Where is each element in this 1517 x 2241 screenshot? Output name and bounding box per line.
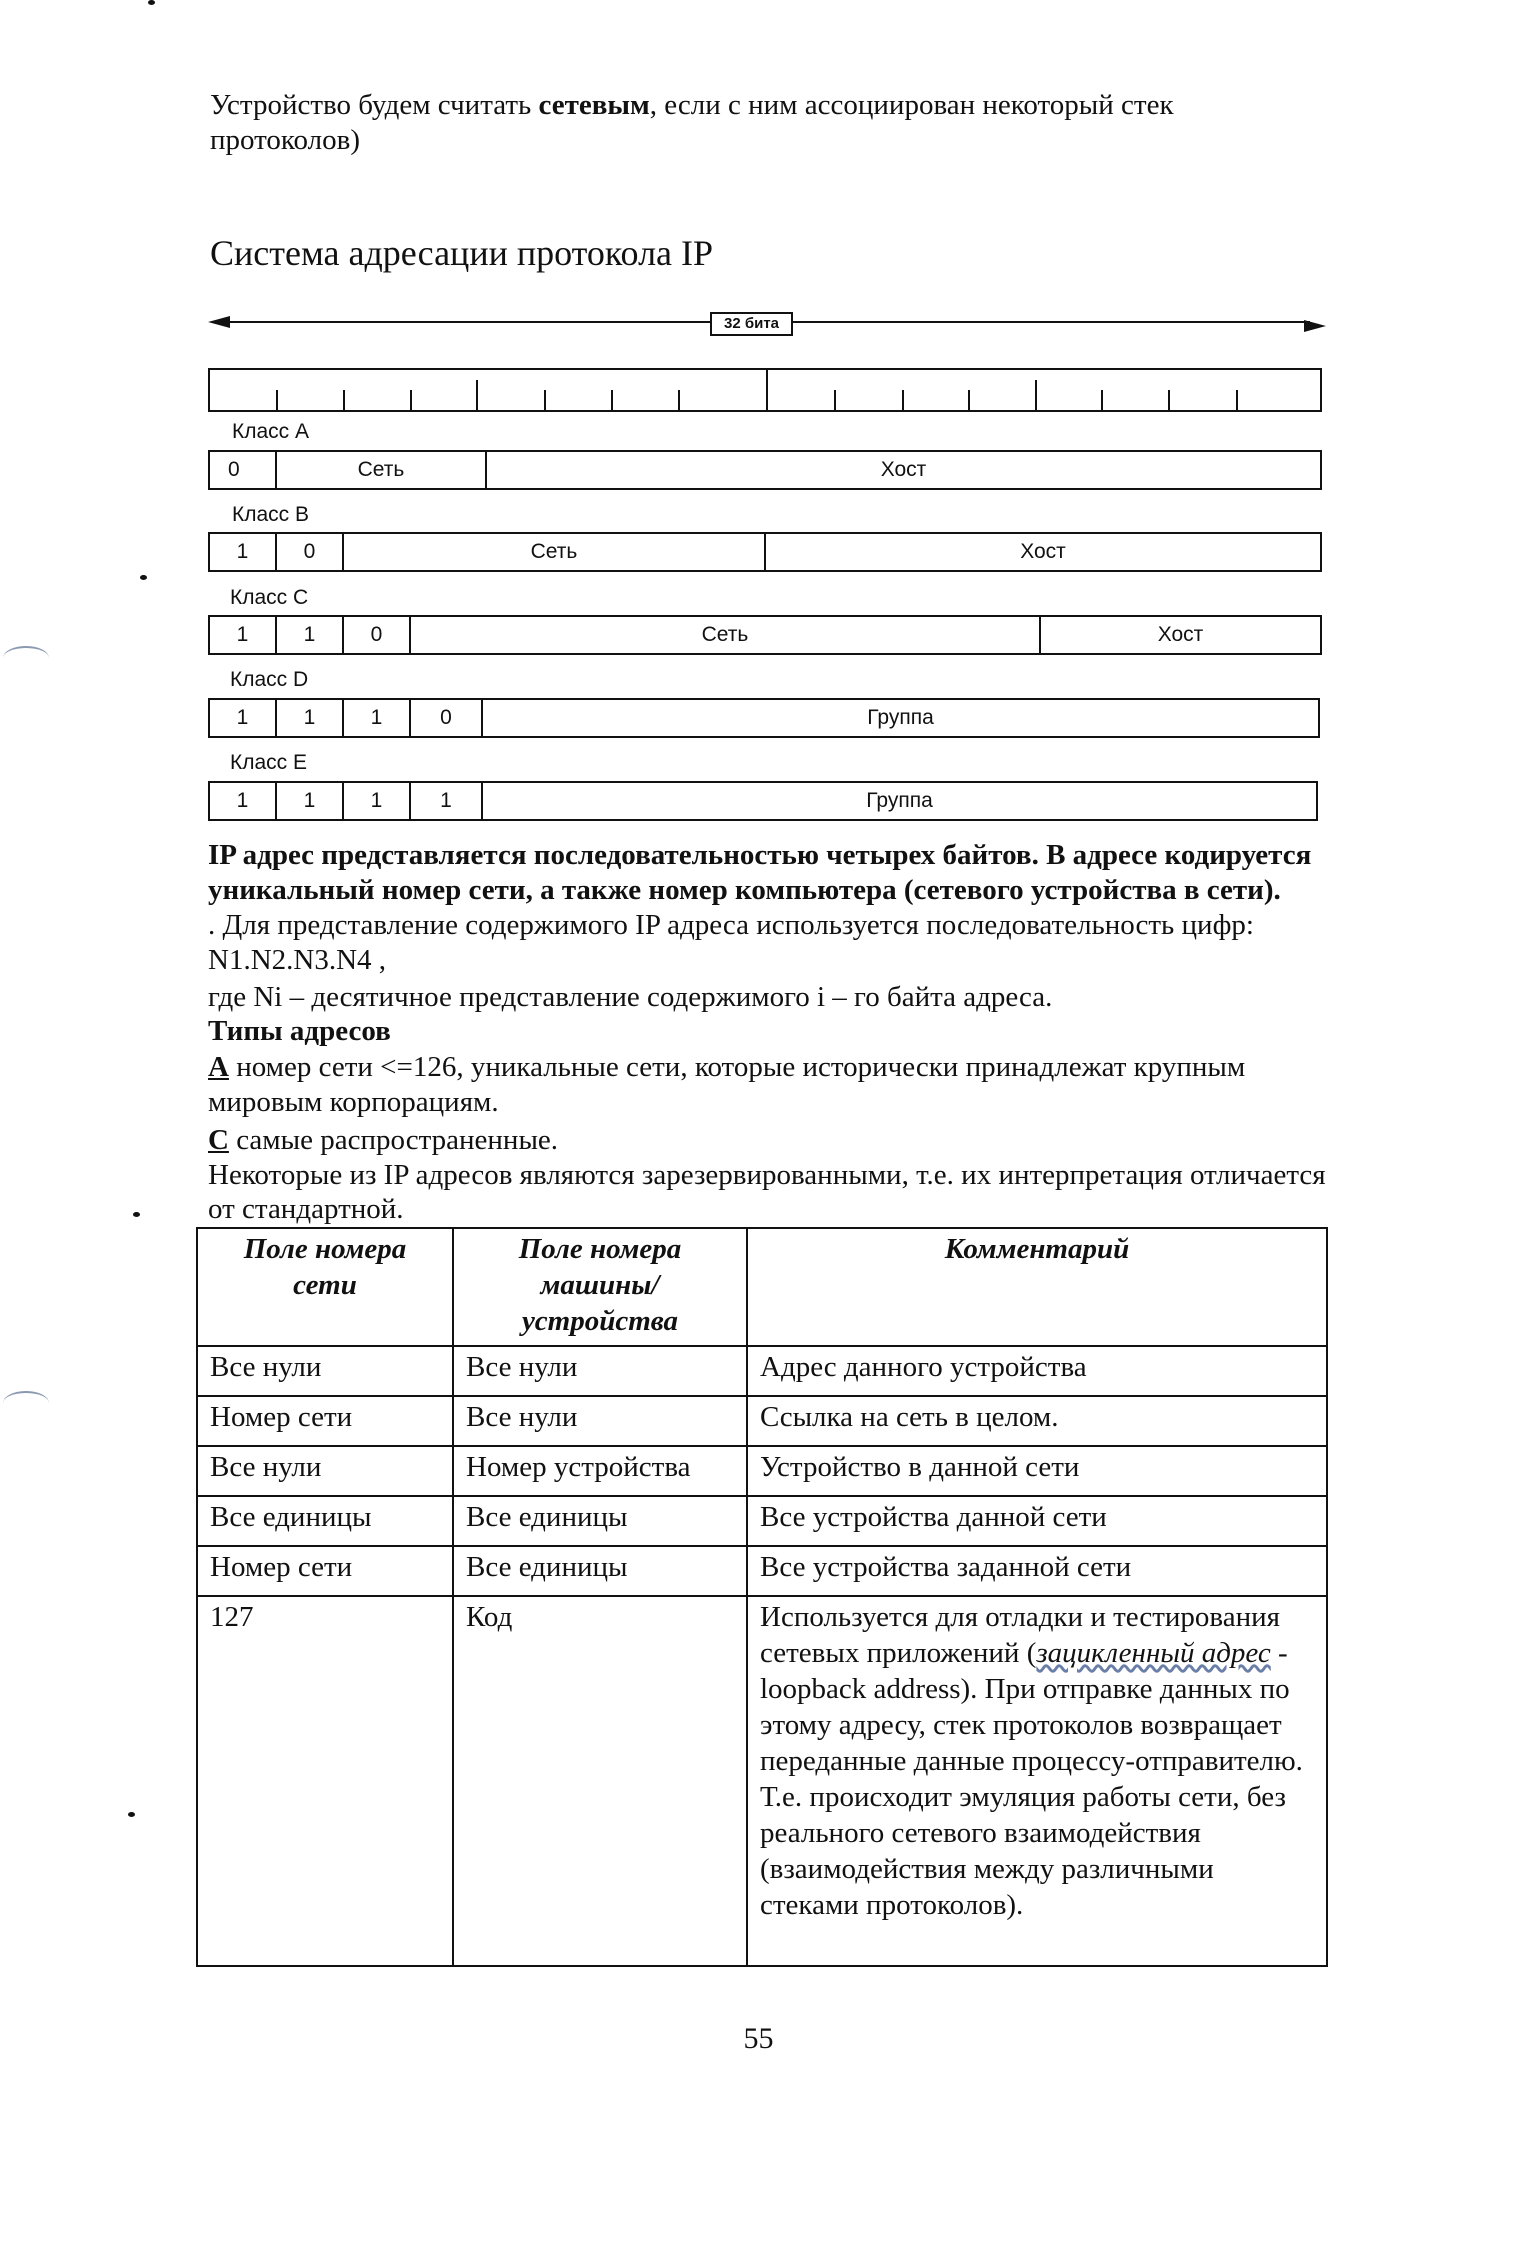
bit-cell: 1	[344, 783, 411, 819]
scan-mark	[133, 1212, 140, 1217]
bit-cell: 1	[277, 700, 344, 736]
bit-cell: 0	[210, 452, 277, 488]
class-d-row	[208, 698, 1320, 738]
section-title: Система адресации протокола IP	[210, 233, 714, 273]
ip-definition-line-1: IP адрес представляется последовательностью четырех байтов. В адресе кодируется	[208, 839, 1312, 871]
types-heading: Типы адресов	[208, 1015, 391, 1047]
ruler-tick	[476, 380, 478, 410]
ruler-tick	[343, 390, 345, 410]
network-field: Сеть	[411, 617, 1041, 653]
notation-format: N1.N2.N3.N4 ,	[208, 944, 387, 976]
table-row: Все единицы Все единицы Все устройства данной сети	[197, 1496, 1327, 1546]
reserved-line-2: от стандартной.	[208, 1193, 404, 1225]
loopback-comment: Используется для отладки и тестирования сетевых приложений (зацикленный адрес - loopback address). При отправке данных по этому адресу, стек протоколов возвращает переданные данные процессу-отправителю. Т.е. происходит эмуляция работы сети, без реального сетевого взаимодействия (взаимодействия между различными стеками протоколов).	[747, 1596, 1327, 1966]
network-field: Сеть	[344, 534, 766, 570]
bit-cell: 1	[210, 617, 277, 653]
table-row-loopback: 127 Код Используется для отладки и тестирования сетевых приложений (зацикленный адрес - loopback address). При отправке данных по этому адресу, стек протоколов возвращает переданные данные процессу-отправителю. Т.е. происходит эмуляция работы сети, без реального сетевого взаимодействия (взаимодействия между различными стеками протоколов).	[197, 1596, 1327, 1966]
ruler-tick	[1101, 390, 1103, 410]
bit-cell: 0	[344, 617, 411, 653]
table-row: Номер сети Все нули Ссылка на сеть в целом.	[197, 1396, 1327, 1446]
ruler-tick	[766, 370, 768, 410]
ruler-tick	[410, 390, 412, 410]
class-c-label: Класс C	[230, 586, 309, 609]
table-header-row	[197, 1228, 1327, 1346]
class-b-row	[208, 532, 1322, 572]
class-a-row	[208, 450, 1322, 490]
table-row: Все нули Номер устройства Устройство в данной сети	[197, 1446, 1327, 1496]
class-b-label: Класс B	[232, 503, 310, 526]
host-field: Хост	[880, 458, 927, 481]
bit-cell: 1	[210, 783, 277, 819]
ruler-tick	[1035, 380, 1037, 410]
network-field: Сеть	[277, 452, 487, 488]
class-e-row	[208, 781, 1318, 821]
bit-cell: 1	[344, 700, 411, 736]
class-a-label: Класс A	[232, 420, 310, 443]
scan-mark	[148, 0, 155, 5]
table-row: Номер сети Все единицы Все устройства заданной сети	[197, 1546, 1327, 1596]
bit-cell: 0	[277, 534, 344, 570]
ruler-tick	[611, 390, 613, 410]
header-network-field: Поле номера сети	[197, 1228, 453, 1346]
type-c-line: C самые распространенные.	[208, 1124, 559, 1156]
scan-mark	[140, 575, 147, 580]
ip-definition-line-2: уникальный номер сети, а также номер компьютера (сетевого устройства в сети).	[208, 874, 1281, 906]
host-field: Хост	[1020, 540, 1066, 563]
type-a-line-1: A номер сети <=126, уникальные сети, которые исторически принадлежат крупным	[208, 1051, 1246, 1083]
bit-ruler	[208, 368, 1322, 412]
ruler-tick	[968, 390, 970, 410]
bit-cell: 1	[277, 617, 344, 653]
group-field: Группа	[866, 789, 933, 812]
reserved-addresses-table	[196, 1227, 1328, 1967]
scan-mark	[128, 1812, 135, 1817]
header-comment: Комментарий	[747, 1228, 1327, 1346]
notation-line: . Для представление содержимого IP адреса используется последовательность цифр:	[208, 909, 1254, 941]
type-a-letter: A	[208, 1051, 229, 1083]
ruler-tick	[902, 390, 904, 410]
reserved-line-1: Некоторые из IP адресов являются зарезервированными, т.е. их интерпретация отличается	[208, 1159, 1326, 1191]
arrow-right-icon	[1304, 320, 1326, 332]
class-e-label: Класс E	[230, 751, 308, 774]
table-row: Все нули Все нули Адрес данного устройства	[197, 1346, 1327, 1396]
class-d-label: Класс D	[230, 668, 309, 691]
type-c-letter: C	[208, 1124, 229, 1156]
header-host-field: Поле номера машины/устройства	[453, 1228, 747, 1346]
bit-cell: 1	[277, 783, 344, 819]
bits-width-label: 32 бита	[710, 312, 793, 336]
ruler-tick	[276, 390, 278, 410]
intro-line-2: протоколов)	[210, 124, 360, 156]
ruler-tick	[834, 390, 836, 410]
group-field: Группа	[867, 706, 934, 729]
ruler-tick	[678, 390, 680, 410]
host-field: Хост	[1157, 623, 1204, 646]
bit-cell: 1	[210, 700, 277, 736]
bit-cell: 1	[411, 783, 483, 819]
term-network: сетевым	[538, 89, 650, 121]
ruler-tick	[1168, 390, 1170, 410]
class-c-row	[208, 615, 1322, 655]
notation-explanation: где Ni – десятичное представление содержимого i – го байта адреса.	[208, 981, 1053, 1013]
bit-cell: 1	[210, 534, 277, 570]
punch-hole-mark	[3, 1391, 49, 1415]
type-a-line-2: мировым корпорациям.	[208, 1086, 499, 1118]
punch-hole-mark	[3, 646, 49, 670]
ruler-tick	[1236, 390, 1238, 410]
intro-line-1: Устройство будем считать сетевым, если с ним ассоциирован некоторый стек	[210, 89, 1174, 121]
page-number: 55	[743, 2022, 774, 2055]
bit-cell: 0	[411, 700, 483, 736]
ruler-tick	[544, 390, 546, 410]
loopback-term: зацикленный адрес	[1036, 1637, 1271, 1669]
